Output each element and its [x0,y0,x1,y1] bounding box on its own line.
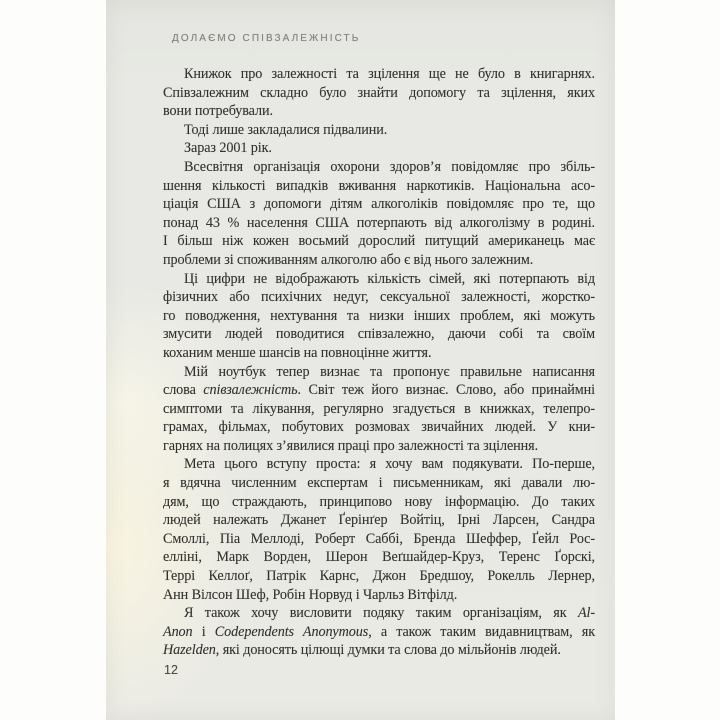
text-segment: Всесвітня організація охорони здоров’я повідомляє про збіль- [184,158,595,175]
text-line [163,381,595,400]
text-line [163,158,595,177]
body-text [163,65,595,660]
text-segment: Смоллі, Піа Меллоді, Роберт Саббі, Бренда Шеффер, Ґейл Рос- [163,530,595,547]
text-line [163,307,595,326]
text-segment: Мета цього вступу проста: я хочу вам подякувати. По-перше, [184,456,595,473]
text-line [163,511,595,530]
text-line [163,567,595,586]
text-segment: і [192,623,215,640]
text-line [163,530,595,549]
text-line [163,214,595,233]
text-line [163,121,595,140]
italic-text-segment: Al- [577,605,595,622]
text-segment: я вдячна численним експертам і письменникам, які давали лю- [163,475,595,492]
text-segment: , які доносять цілющі думки та слова до мільйонів людей. [215,642,561,659]
text-line [163,232,595,251]
text-segment: Мій ноутбук тепер визнає та пропонує правильне написання [184,363,595,380]
page-number: 12 [164,663,178,677]
text-segment: дям, що страждають, принципово нову інформацію. До таких [163,493,595,510]
text-segment: го поводження, нехтування та низки інших проблем, які можуть [163,307,595,324]
text-segment: Книжок про залежності та зцілення ще не було в книгарнях. [184,66,595,82]
text-line [163,604,595,623]
text-line [163,251,595,270]
text-segment: Я також хочу висловити подяку таким організаціям, як [184,605,578,622]
text-line [163,623,595,642]
text-line [163,325,595,344]
text-segment: симптоми та лікування, регулярно згадується в книжках, телепро- [163,400,595,417]
text-segment: вони потребували. [163,103,273,120]
text-line [163,139,595,158]
text-line [163,493,595,512]
text-segment: фізичних або психічних недуг, сексуальної залежності, жорстко- [163,289,595,306]
text-segment: Анн Вілсон Шеф, Робін Норвуд і Чарльз Вітфілд. [163,586,458,603]
italic-text-segment: Hazelden [163,642,216,659]
text-segment: ціація США з допомоги дітям алкоголіків повідомляє про те, що [163,196,595,213]
book-page-scan [106,0,615,720]
text-segment: грамах, фільмах, побутових розмовах звичайних людей. У кни- [163,419,595,436]
text-line [163,65,595,84]
running-header: ДОЛАЄМО СПІВЗАЛЕЖНІСТЬ [172,33,361,44]
text-segment: Тоді лише закладалися підвалини. [184,121,388,138]
text-segment: Ці цифри не відображають кількість сімей, які потерпають від [184,270,595,287]
text-segment: Террі Келлоґ, Патрік Карнс, Джон Бредшоу, Рокелль Лернер, [163,568,595,585]
text-segment: понад 43 % населення США потерпають від алкоголізму в родині. [163,214,595,231]
text-line [163,363,595,382]
text-line [163,344,595,363]
text-line [163,102,595,121]
text-line [163,177,595,196]
text-line [163,270,595,289]
text-line [163,195,595,214]
text-segment: , а також таким видавництвам, як [368,623,595,640]
text-segment: коханим менше шансів на повноцінне життя. [163,344,432,361]
text-segment: Зараз 2001 рік. [184,140,272,157]
text-segment: елліні, Марк Ворден, Шерон Веґшайдер-Круз, Теренс Ґорскі, [163,549,595,566]
italic-text-segment: Anon [163,623,193,640]
text-line [163,84,595,103]
text-segment: гарнях на полицях з’явилися праці про залежності та зцілення. [163,437,539,454]
text-line [163,455,595,474]
text-segment: змусити людей поводитися співзалежно, даючи собі та своїм [163,326,595,343]
italic-text-segment: співзалежність [203,382,298,399]
text-segment: шення кількості випадків вживання наркотиків. Національна асо- [163,177,595,194]
text-line [163,548,595,567]
text-segment: слова [163,382,204,399]
text-segment: проблеми зі споживанням алкоголю або є від нього залежним. [163,251,534,268]
text-line [163,437,595,456]
text-line [163,586,595,605]
text-line [163,474,595,493]
text-line [163,641,595,660]
text-line [163,418,595,437]
text-line [163,400,595,419]
text-line [163,288,595,307]
text-segment: Співзалежним складно було знайти допомогу та зцілення, яких [163,84,595,101]
text-segment: людей належать Джанет Ґерінґер Войтіц, Ірні Ларсен, Сандра [163,512,595,529]
text-segment: . Світ теж його визнає. Слово, або принаймні [297,382,595,399]
italic-text-segment: Codependents Anonymous [214,623,369,640]
text-segment: І більш ніж кожен восьмий дорослий питущий американець має [163,233,595,250]
